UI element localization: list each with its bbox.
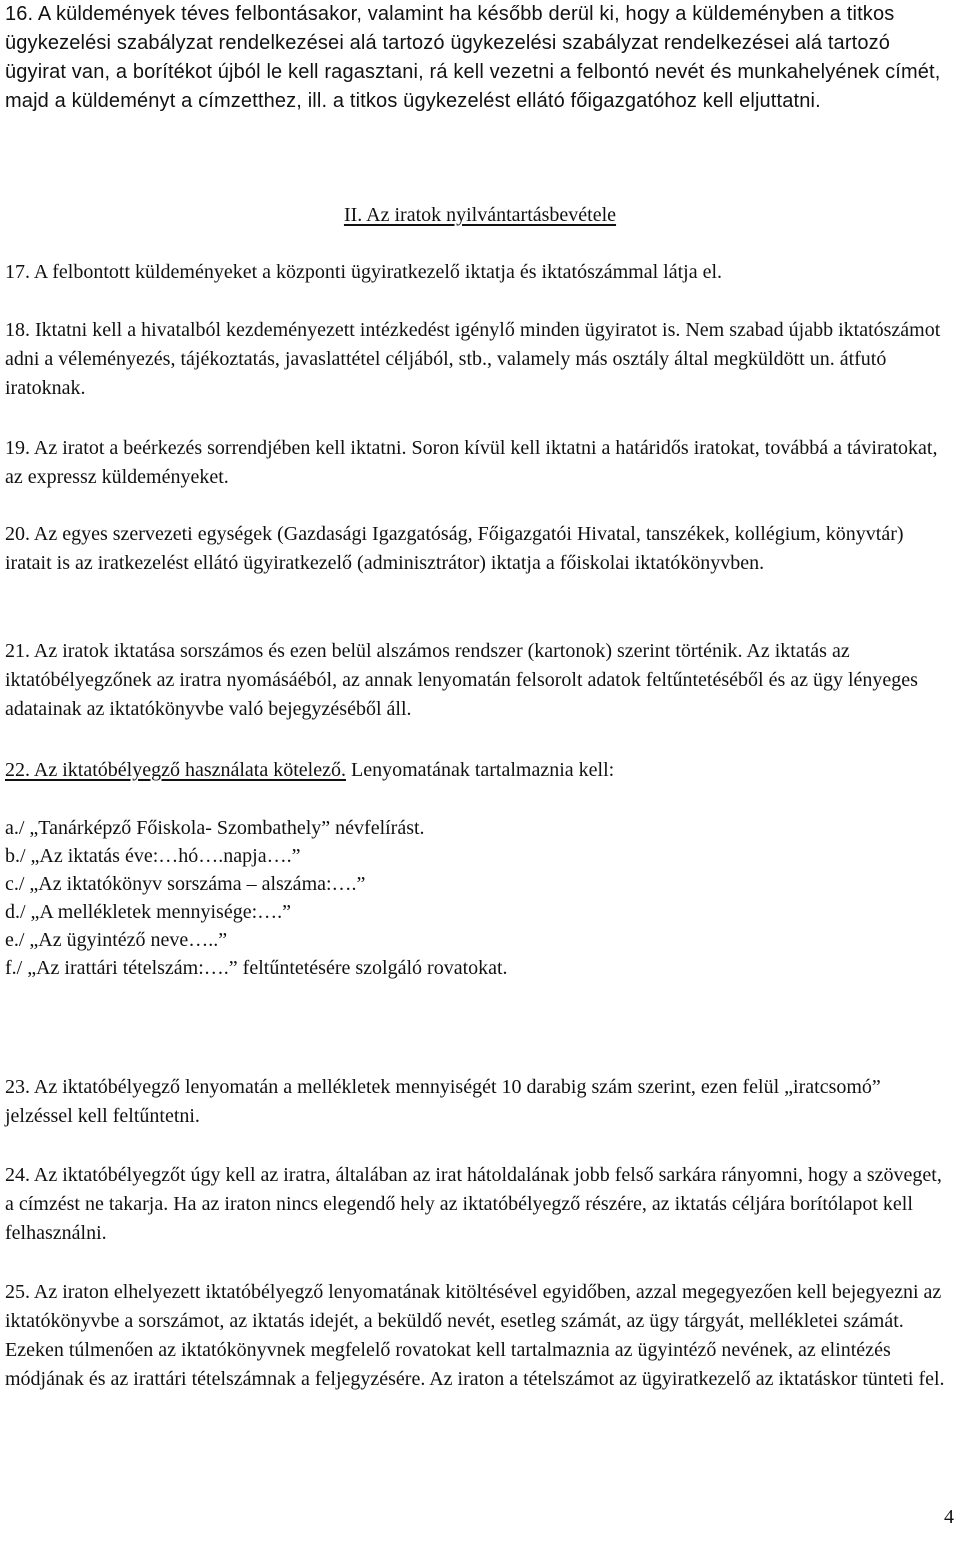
paragraph-21: 21. Az iratok iktatása sorszámos és ezen belül alszámos rendszer (kartonok) szerint történik. Az iktatás az iktatóbélyegzőnek az iratra nyomásáéból, az annak lenyomatán felsorolt adatok feltűntetéséből és az ügy lényeges adatainak az iktatókönyvbe való bejegyzéséből áll. — [5, 640, 918, 720]
section-heading — [0, 201, 960, 230]
section-heading-text: II. Az iratok nyilvántartásbevétele — [343, 204, 617, 226]
paragraph-19: 19. Az iratot a beérkezés sorrendjében kell iktatni. Soron kívül kell iktatni a határidős iratokat, továbbá a táviratokat, az expressz küldeményeket. — [5, 437, 938, 488]
list-item: e./ „Az ügyintéző neve…..” — [5, 929, 228, 951]
stamp-items-list — [5, 814, 508, 982]
paragraph-20: 20. Az egyes szervezeti egységek (Gazdasági Igazgatóság, Főigazgatói Hivatal, tanszékek, kollégium, könyvtár) iratait is az iratkezelést ellátó ügyiratkezelő (adminisztrátor) iktatja a főiskolai iktatókönyvben. — [5, 523, 904, 574]
list-item: d./ „A mellékletek mennyisége:….” — [5, 901, 292, 923]
paragraph-22-underlined: 22. Az iktatóbélyegző használata kötelező. — [5, 759, 346, 781]
paragraph-18: 18. Iktatni kell a hivatalból kezdeményezett intézkedést igénylő minden ügyiratot is. Nem szabad újabb iktatószámot adni a véleményezés, tájékoztatás, javaslattétel céljából, stb., valamely más osztály által megküldött un. átfutó iratoknak. — [5, 319, 941, 399]
paragraph-24: 24. Az iktatóbélyegzőt úgy kell az iratra, általában az irat hátoldalának jobb felső sarkára rányomni, hogy a szöveget, a címzést ne takarja. Ha az iraton nincs elegendő hely az iktatóbélyegző részére, az iktatás céljára borítólapot kell felhasználni. — [5, 1164, 942, 1244]
list-item: c./ „Az iktatókönyv sorszáma – alszáma:….” — [5, 873, 366, 895]
paragraph-22 — [5, 756, 952, 785]
paragraph-16: 16. A küldemények téves felbontásakor, valamint ha később derül ki, hogy a küldeményben a titkos ügykezelési szabályzat rendelkezései alá tartozó ügykezelési szabályzat rendelkezései alá tartozó ügyirat van, a borítékot újból le kell ragasztani, rá kell vezetni a felbontó nevét és munkahelyének címét, majd a küldeményt a címzetthez, ill. a titkos ügykezelést ellátó főigazgatóhoz kell eljuttatni. — [5, 3, 941, 112]
page-number: 4 — [944, 1506, 954, 1528]
paragraph-25: 25. Az iraton elhelyezett iktatóbélyegző lenyomatának kitöltésével egyidőben, azzal megegyezően kell bejegyezni az iktatókönyvbe a sorszámot, az iktatás idejét, a beküldő nevét, esetleg számát, az ügy tárgyát, mellékletei számát. Ezeken túlmenően az iktatókönyvnek megfelelő rovatokat kell tartalmaznia az ügyintéző nevének, az elintézés módjának és az irattári tételszámnak a feljegyzésére. Az iraton a tételszámot az ügyiratkezelő az iktatáskor tünteti fel. — [5, 1281, 945, 1390]
paragraph-22-rest: Lenyomatának tartalmaznia kell: — [345, 759, 615, 781]
paragraph-23: 23. Az iktatóbélyegző lenyomatán a mellékletek mennyiségét 10 darabig szám szerint, ezen felül „iratcsomó” jelzéssel kell feltűntetni. — [5, 1076, 881, 1127]
list-item: b./ „Az iktatás éve:…hó….napja….” — [5, 845, 301, 867]
paragraph-17: 17. A felbontott küldeményeket a központi ügyiratkezelő iktatja és iktatószámmal látja el. — [5, 261, 723, 283]
list-item: a./ „Tanárképző Főiskola- Szombathely” névfelírást. — [5, 817, 425, 839]
list-item: f./ „Az irattári tételszám:….” feltűntetésére szolgáló rovatokat. — [5, 957, 508, 979]
